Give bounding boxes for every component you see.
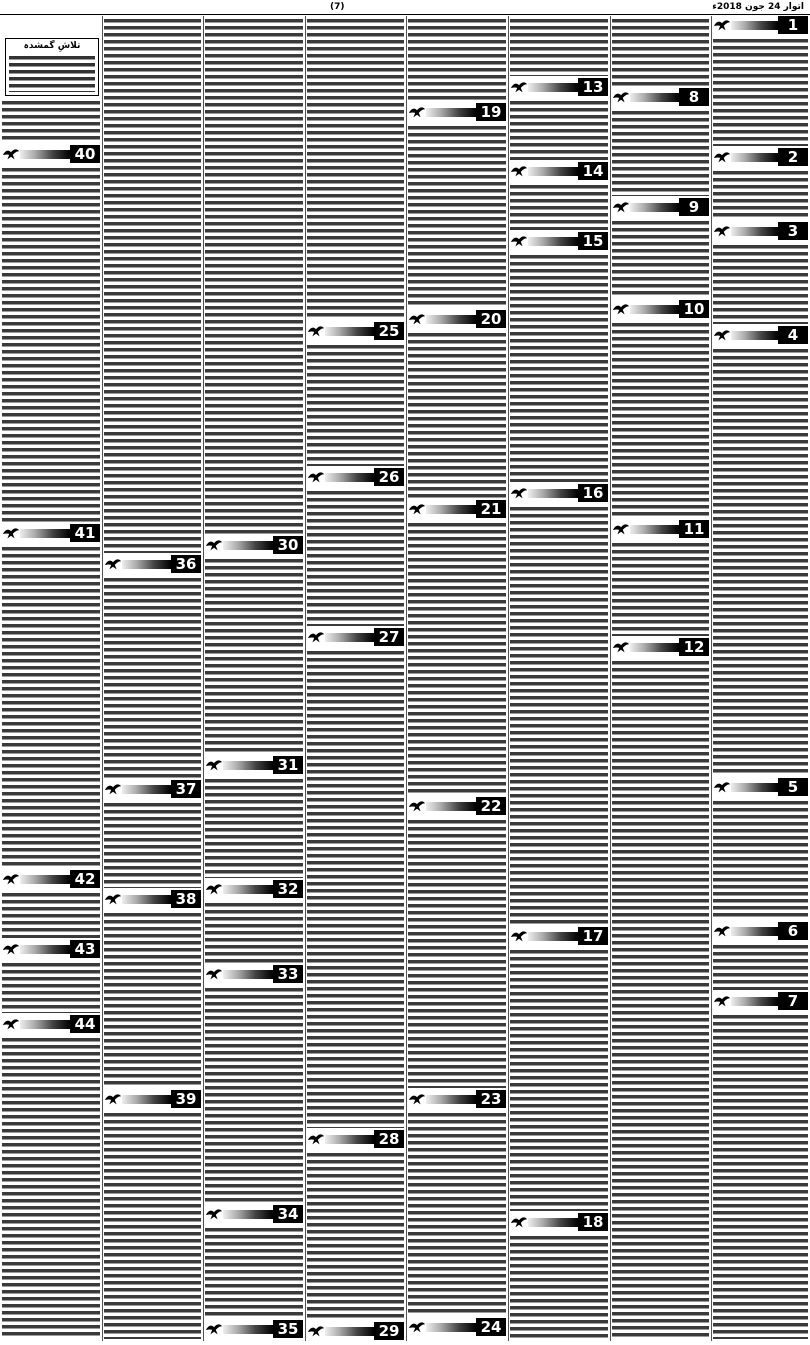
- eagle-icon: [510, 163, 528, 179]
- section-number: 6: [778, 922, 808, 940]
- section-number: 12: [679, 638, 709, 656]
- section-header-39: [102, 1090, 203, 1108]
- article-text: [408, 1112, 506, 1316]
- article-text: [510, 254, 608, 482]
- article-text: [408, 125, 506, 308]
- article-text: [205, 18, 303, 534]
- section-header-23: [406, 1090, 508, 1108]
- eagle-icon: [408, 104, 426, 120]
- section-header-22: [406, 797, 508, 815]
- article-text: [307, 18, 404, 320]
- article-text: [510, 949, 608, 1211]
- section-number: 23: [476, 1090, 506, 1108]
- column-1: [0, 16, 102, 1341]
- article-text: [510, 100, 608, 160]
- section-number: 9: [679, 198, 709, 216]
- eagle-icon: [510, 79, 528, 95]
- article-text: [2, 167, 100, 522]
- header-gradient-bar: [20, 945, 70, 954]
- section-number: 17: [578, 927, 608, 945]
- article-text: [408, 819, 506, 1088]
- section-number: 35: [273, 1320, 303, 1338]
- section-number: 1: [778, 16, 808, 34]
- eagle-icon: [307, 469, 325, 485]
- section-number: 14: [578, 162, 608, 180]
- header-gradient-bar: [20, 150, 70, 159]
- section-number: 28: [374, 1130, 404, 1148]
- article-text: [104, 577, 201, 778]
- header-gradient-bar: [426, 1095, 476, 1104]
- section-header-20: [406, 310, 508, 328]
- header-gradient-bar: [223, 1210, 273, 1219]
- eagle-icon: [2, 146, 20, 162]
- header-gradient-bar: [223, 761, 273, 770]
- article-text: [205, 987, 303, 1203]
- section-header-29: [305, 1322, 406, 1340]
- header-gradient-bar: [630, 203, 679, 212]
- header-gradient-bar: [20, 875, 70, 884]
- section-header-16: [508, 484, 610, 502]
- section-header-13: [508, 78, 610, 96]
- header-gradient-bar: [325, 1135, 374, 1144]
- article-text: [713, 38, 808, 146]
- article-text: [307, 490, 404, 626]
- section-header-40: [0, 145, 102, 163]
- header-gradient-bar: [731, 783, 778, 792]
- section-header-18: [508, 1213, 610, 1231]
- section-header-2: [711, 148, 810, 166]
- article-text: [104, 18, 201, 553]
- section-header-24: [406, 1318, 508, 1336]
- section-number: 42: [70, 870, 100, 888]
- article-text: [713, 944, 808, 990]
- notice-title: تلاشِ گمشدہ: [23, 41, 81, 51]
- header-gradient-bar: [325, 633, 374, 642]
- section-number: 10: [679, 300, 709, 318]
- header-gradient-bar: [20, 529, 70, 538]
- eagle-icon: [2, 1016, 20, 1032]
- article-text: [408, 522, 506, 795]
- eagle-icon: [408, 798, 426, 814]
- section-number: 43: [70, 940, 100, 958]
- section-header-3: [711, 222, 810, 240]
- header-gradient-bar: [528, 932, 578, 941]
- article-text: [205, 1227, 303, 1318]
- eagle-icon: [205, 881, 223, 897]
- section-number: 8: [679, 88, 709, 106]
- header-gradient-bar: [528, 489, 578, 498]
- eagle-icon: [713, 993, 731, 1009]
- header-gradient-bar: [528, 237, 578, 246]
- eagle-icon: [612, 89, 630, 105]
- eagle-icon: [510, 1214, 528, 1230]
- header-gradient-bar: [325, 473, 374, 482]
- section-header-7: [711, 992, 810, 1010]
- eagle-icon: [713, 923, 731, 939]
- section-number: 21: [476, 500, 506, 518]
- header-gradient-bar: [426, 802, 476, 811]
- header-gradient-bar: [426, 108, 476, 117]
- article-text: [2, 892, 100, 938]
- header-gradient-bar: [122, 560, 171, 569]
- eagle-icon: [104, 781, 122, 797]
- article-text: [104, 912, 201, 1088]
- header-gradient-bar: [630, 643, 679, 652]
- article-text: [612, 18, 709, 86]
- column-6: [508, 16, 610, 1341]
- eagle-icon: [612, 639, 630, 655]
- article-text: [104, 802, 201, 888]
- article-text: [2, 546, 100, 868]
- eagle-icon: [104, 556, 122, 572]
- eagle-icon: [408, 501, 426, 517]
- header-gradient-bar: [223, 1325, 273, 1334]
- article-text: [612, 220, 709, 298]
- eagle-icon: [510, 928, 528, 944]
- section-number: 27: [374, 628, 404, 646]
- eagle-icon: [2, 871, 20, 887]
- section-header-15: [508, 232, 610, 250]
- column-8: [711, 16, 810, 1341]
- page-header: [0, 0, 810, 15]
- section-number: 3: [778, 222, 808, 240]
- section-header-44: [0, 1015, 102, 1033]
- column-3: [203, 16, 305, 1341]
- eagle-icon: [307, 323, 325, 339]
- section-header-36: [102, 555, 203, 573]
- article-text: [713, 800, 808, 920]
- section-number: 44: [70, 1015, 100, 1033]
- eagle-icon: [2, 525, 20, 541]
- article-text: [612, 322, 709, 518]
- section-number: 30: [273, 536, 303, 554]
- section-number: 19: [476, 103, 506, 121]
- section-number: 25: [374, 322, 404, 340]
- header-gradient-bar: [122, 1095, 171, 1104]
- article-text: [713, 348, 808, 776]
- section-header-25: [305, 322, 406, 340]
- eagle-icon: [612, 521, 630, 537]
- article-text: [205, 778, 303, 878]
- article-text: [713, 244, 808, 324]
- section-header-38: [102, 890, 203, 908]
- section-number: 39: [171, 1090, 201, 1108]
- section-header-35: [203, 1320, 305, 1338]
- section-number: 40: [70, 145, 100, 163]
- section-header-21: [406, 500, 508, 518]
- section-header-19: [406, 103, 508, 121]
- section-number: 11: [679, 520, 709, 538]
- eagle-icon: [205, 757, 223, 773]
- article-text: [612, 660, 709, 1339]
- section-header-9: [610, 198, 711, 216]
- eagle-icon: [408, 1319, 426, 1335]
- eagle-icon: [104, 891, 122, 907]
- article-text: [205, 902, 303, 963]
- article-text: [612, 110, 709, 196]
- section-number: 38: [171, 890, 201, 908]
- issue-date: اتوار 24 جون 2018ء: [712, 2, 804, 12]
- article-text: [510, 1235, 608, 1339]
- section-header-5: [711, 778, 810, 796]
- column-5: [406, 16, 508, 1341]
- eagle-icon: [713, 327, 731, 343]
- section-header-26: [305, 468, 406, 486]
- article-text: [408, 332, 506, 498]
- article-text: [205, 558, 303, 754]
- section-number: 24: [476, 1318, 506, 1336]
- column-4: [305, 16, 406, 1341]
- section-header-28: [305, 1130, 406, 1148]
- header-gradient-bar: [630, 93, 679, 102]
- article-text: [713, 1014, 808, 1339]
- section-header-10: [610, 300, 711, 318]
- notice-text-lines: [9, 55, 95, 92]
- section-header-14: [508, 162, 610, 180]
- header-gradient-bar: [325, 1327, 374, 1336]
- article-text: [510, 506, 608, 925]
- header-gradient-bar: [731, 227, 778, 236]
- eagle-icon: [713, 149, 731, 165]
- section-header-6: [711, 922, 810, 940]
- column-7: [610, 16, 711, 1341]
- section-number: 31: [273, 756, 303, 774]
- section-header-27: [305, 628, 406, 646]
- eagle-icon: [510, 485, 528, 501]
- section-number: 5: [778, 778, 808, 796]
- section-number: 13: [578, 78, 608, 96]
- header-gradient-bar: [426, 315, 476, 324]
- section-number: 29: [374, 1322, 404, 1340]
- article-text: [307, 344, 404, 466]
- section-number: 32: [273, 880, 303, 898]
- eagle-icon: [104, 1091, 122, 1107]
- header-gradient-bar: [122, 785, 171, 794]
- section-header-34: [203, 1205, 305, 1223]
- header-gradient-bar: [731, 21, 778, 30]
- section-number: 2: [778, 148, 808, 166]
- header-gradient-bar: [223, 541, 273, 550]
- missing-person-notice: [5, 38, 99, 96]
- eagle-icon: [205, 1321, 223, 1337]
- section-header-1: [711, 16, 810, 34]
- article-text: [2, 100, 100, 143]
- eagle-icon: [307, 1323, 325, 1339]
- article-text: [307, 650, 404, 1128]
- section-header-41: [0, 524, 102, 542]
- section-number: 4: [778, 326, 808, 344]
- eagle-icon: [205, 966, 223, 982]
- eagle-icon: [510, 233, 528, 249]
- header-gradient-bar: [223, 970, 273, 979]
- article-text: [104, 1112, 201, 1339]
- section-header-42: [0, 870, 102, 888]
- header-gradient-bar: [630, 305, 679, 314]
- eagle-icon: [612, 199, 630, 215]
- section-number: 34: [273, 1205, 303, 1223]
- section-number: 41: [70, 524, 100, 542]
- section-number: 20: [476, 310, 506, 328]
- header-gradient-bar: [325, 327, 374, 336]
- eagle-icon: [713, 779, 731, 795]
- column-2: [102, 16, 203, 1341]
- header-gradient-bar: [528, 1218, 578, 1227]
- eagle-icon: [205, 1206, 223, 1222]
- article-text: [408, 18, 506, 101]
- section-header-33: [203, 965, 305, 983]
- section-number: 22: [476, 797, 506, 815]
- header-gradient-bar: [122, 895, 171, 904]
- section-number: 16: [578, 484, 608, 502]
- eagle-icon: [307, 1131, 325, 1147]
- header-gradient-bar: [426, 505, 476, 514]
- article-text: [510, 18, 608, 76]
- section-header-11: [610, 520, 711, 538]
- section-header-17: [508, 927, 610, 945]
- article-text: [2, 1037, 100, 1339]
- eagle-icon: [713, 223, 731, 239]
- eagle-icon: [307, 629, 325, 645]
- article-text: [2, 962, 100, 1013]
- section-number: 7: [778, 992, 808, 1010]
- header-gradient-bar: [528, 83, 578, 92]
- section-number: 37: [171, 780, 201, 798]
- article-text: [307, 1152, 404, 1320]
- header-gradient-bar: [630, 525, 679, 534]
- section-header-30: [203, 536, 305, 554]
- section-header-8: [610, 88, 711, 106]
- header-gradient-bar: [223, 885, 273, 894]
- section-header-31: [203, 756, 305, 774]
- section-header-37: [102, 780, 203, 798]
- article-text: [713, 170, 808, 220]
- section-number: 15: [578, 232, 608, 250]
- article-text: [612, 542, 709, 636]
- section-header-32: [203, 880, 305, 898]
- eagle-icon: [713, 17, 731, 33]
- section-header-43: [0, 940, 102, 958]
- header-gradient-bar: [731, 331, 778, 340]
- page-number: (7): [330, 2, 345, 12]
- eagle-icon: [408, 1091, 426, 1107]
- header-gradient-bar: [731, 153, 778, 162]
- section-number: 26: [374, 468, 404, 486]
- eagle-icon: [612, 301, 630, 317]
- header-gradient-bar: [731, 997, 778, 1006]
- section-number: 36: [171, 555, 201, 573]
- section-number: 18: [578, 1213, 608, 1231]
- section-header-4: [711, 326, 810, 344]
- eagle-icon: [408, 311, 426, 327]
- header-gradient-bar: [528, 167, 578, 176]
- eagle-icon: [205, 537, 223, 553]
- header-gradient-bar: [426, 1323, 476, 1332]
- section-header-12: [610, 638, 711, 656]
- header-gradient-bar: [731, 927, 778, 936]
- section-number: 33: [273, 965, 303, 983]
- eagle-icon: [2, 941, 20, 957]
- header-gradient-bar: [20, 1020, 70, 1029]
- article-text: [510, 184, 608, 230]
